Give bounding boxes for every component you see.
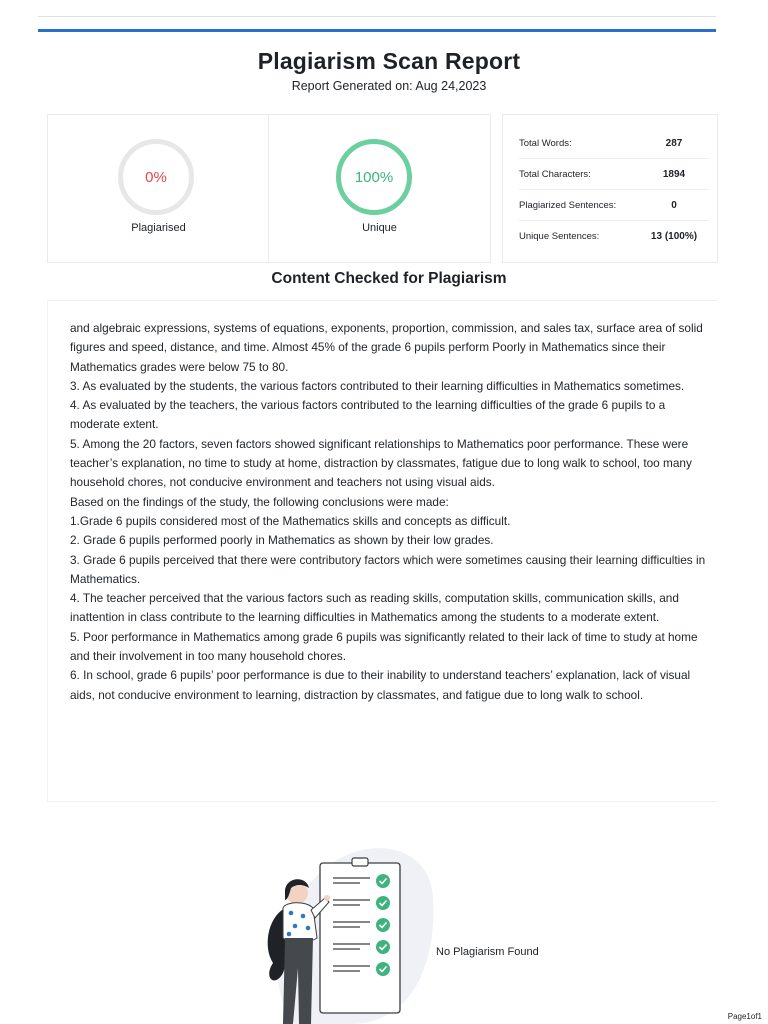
unique-label: Unique — [362, 222, 397, 234]
content-paragraph: 1.Grade 6 pupils considered most of the Mathematics skills and concepts as difficult. — [70, 513, 511, 528]
stat-value: 13 (100%) — [650, 230, 698, 242]
top-divider — [38, 16, 716, 17]
header-accent-bar — [38, 29, 716, 32]
content-paragraph: 2. Grade 6 pupils performed poorly in Mathematics as shown by their low grades. — [70, 533, 494, 548]
plagiarised-panel — [47, 114, 270, 263]
checklist-illustration-icon — [255, 838, 440, 1024]
page-number: Page1of1 — [727, 1012, 762, 1021]
checked-content-panel — [47, 300, 717, 802]
content-paragraph: 5. Among the 20 factors, seven factors showed significant relationships to Mathematics poor performance. These were teacher’s explanation, no time to study at home, distraction by classmates, fatigue due to long walk to school, too many household chores, not conducive environment and teachers not using visual aids. — [70, 436, 692, 490]
plagiarised-percent: 0% — [145, 168, 167, 186]
unique-percent: 100% — [354, 168, 394, 186]
content-paragraph: 3. Grade 6 pupils perceived that there were contributory factors which were sometimes causing their learning difficulties in Mathematics. — [70, 552, 706, 586]
unique-gauge — [336, 139, 412, 215]
stat-row-unique-sentences — [519, 221, 709, 251]
plagiarised-label: Plagiarised — [131, 222, 186, 234]
content-text — [70, 319, 710, 705]
content-paragraph: 3. As evaluated by the students, the various factors contributed to their learning difficulties in Mathematics sometimes. — [70, 378, 685, 393]
content-paragraph: 6. In school, grade 6 pupils’ poor performance is due to their inability to understand teachers’ explanation, lack of visual aids, not conducive environment to learning, distraction by classmates, and fatigue due to long walk to school. — [70, 668, 691, 702]
stat-row-total-words — [519, 128, 709, 159]
content-paragraph: 4. The teacher perceived that the various factors such as reading skills, computation skills, communication skills, and inattention in class contribute to the learning difficulties in Mathematics among the students to a moderate extent. — [70, 591, 679, 625]
report-date: Report Generated on: Aug 24,2023 — [291, 79, 487, 93]
content-heading: Content Checked for Plagiarism — [271, 270, 507, 287]
stats-table — [519, 128, 709, 251]
content-paragraph: 5. Poor performance in Mathematics among grade 6 pupils was significantly related to their lack of time to study at home and their involvement in too many household chores. — [70, 629, 698, 664]
content-paragraph: Based on the findings of the study, the following conclusions were made: — [70, 494, 449, 509]
stat-value: 0 — [671, 199, 677, 211]
no-plagiarism-message: No Plagiarism Found — [436, 946, 539, 958]
stat-row-plagiarized-sentences — [519, 190, 709, 221]
stat-row-total-characters — [519, 159, 709, 190]
content-paragraph: 4. As evaluated by the teachers, the various factors contributed to the learning difficulties of the grade 6 pupils to a moderate extent. — [70, 398, 666, 432]
stat-label: Total Words: — [519, 137, 572, 149]
stat-value: 1894 — [662, 168, 686, 180]
content-paragraph: and algebraic expressions, systems of equations, exponents, proportion, commission, and sales tax, surface area of solid figures and speed, distance, and time. Almost 45% of the grade 6 pupils perform Poorly in Mathematics since their Mathematics grades were below 75 to 80. — [70, 321, 703, 374]
stat-label: Total Characters: — [519, 168, 591, 180]
stat-label: Plagiarized Sentences: — [519, 199, 617, 211]
stat-value: 287 — [665, 137, 683, 149]
stats-panel — [502, 114, 718, 263]
report-title: Plagiarism Scan Report — [257, 48, 521, 74]
stat-label: Unique Sentences: — [519, 230, 600, 242]
unique-panel — [268, 114, 491, 263]
plagiarised-gauge — [118, 139, 194, 215]
